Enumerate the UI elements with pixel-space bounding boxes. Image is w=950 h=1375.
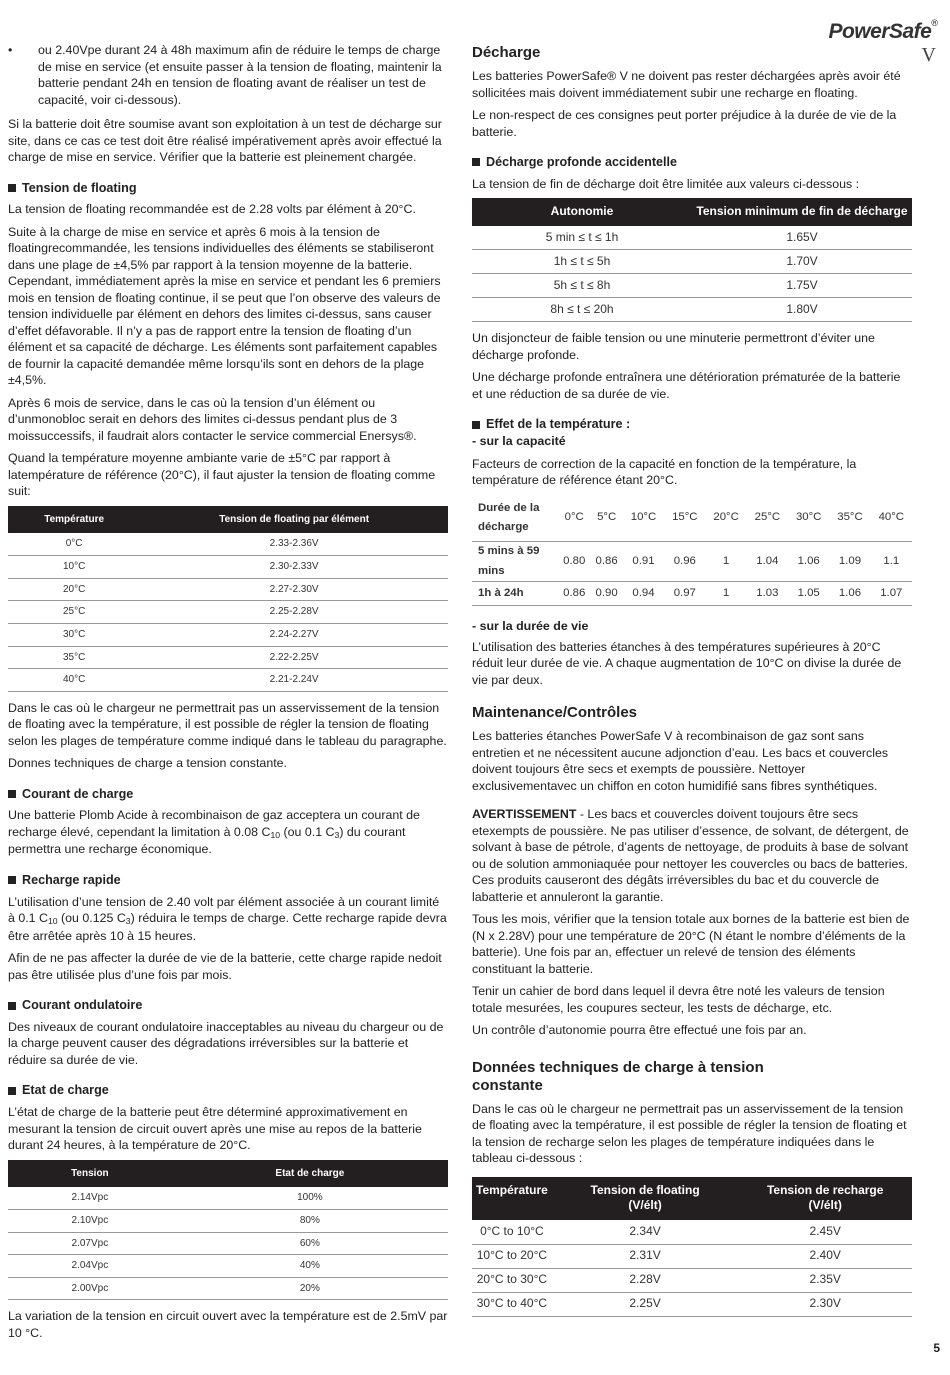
table-cell: 2.04Vpc (8, 1255, 172, 1278)
paragraph: Tous les mois, vérifier que la tension totale aux bornes de la batterie est bien de (N x 2.28V) pour une température de 20°C (N étant le nombre d’éléments de la batterie). Une fois par an, effectuer un relevé de tension des éléments constituant la batterie. (472, 912, 910, 976)
table-cell: 40°C (8, 669, 140, 692)
table-row (8, 646, 448, 669)
table-cell: 30°C (8, 623, 140, 646)
section-heading-etat: Etat de charge (8, 1082, 448, 1099)
square-bullet-icon (8, 876, 16, 884)
table-row (472, 298, 912, 322)
table-cell: 2.14Vpc (8, 1187, 172, 1210)
table-row (8, 556, 448, 579)
paragraph: Afin de ne pas affecter la durée de vie de la batterie, cette charge rapide nedoit pas être utilisée plus d’une fois par mois. (8, 951, 442, 982)
paragraph: Les batteries étanches PowerSafe V à recombinaison de gaz sont sans entretien et ne nécessitent aucune adjonction d’eau. Les bacs et couvercles doivent toujours être secs et exempts de poussière. Nettoyer exclusivementavec un chiffon en coton humidifié sans fibres synthétiques. (472, 729, 889, 793)
table-header: 40°C (871, 495, 912, 542)
table-header: 25°C (747, 495, 788, 542)
square-bullet-icon (8, 1002, 16, 1010)
page-number: 5 (933, 1341, 940, 1356)
table-header: Tension de floating par élément (140, 506, 448, 533)
section-heading-temperature: Effet de la température : (472, 416, 912, 433)
section-heading-profonde: Décharge profonde accidentelle (472, 154, 912, 171)
paragraph: Dans le cas où le chargeur ne permettrait pas un asservissement de la tension de floating avec la température, il est possible de régler la tension de floating et la tension de recharge selon les plages de température indiquées dans le tableau ci-dessous : (472, 1101, 907, 1166)
table-cell: 5h ≤ t ≤ 8h (472, 274, 692, 298)
subheading: - sur la capacité (472, 434, 566, 449)
table-header: 20°C (705, 495, 746, 542)
table-cell: 2.33-2.36V (140, 533, 448, 556)
table-cell: 2.45V (738, 1220, 912, 1244)
table-header: Etat de charge (172, 1160, 448, 1187)
table-cell: 0.86 (590, 542, 622, 582)
row-label: 5 mins à 59 mins (472, 542, 558, 582)
table-header: 30°C (788, 495, 829, 542)
table-cell: 2.25-2.28V (140, 601, 448, 624)
table-cell: 1 (705, 582, 746, 606)
table-cell: 20°C to 30°C (472, 1268, 552, 1292)
logo-text: PowerSafe (828, 20, 932, 43)
square-bullet-icon (8, 790, 16, 798)
table-cell: 2.34V (552, 1220, 739, 1244)
table-header: 10°C (623, 495, 664, 542)
table-cell: 1.06 (829, 582, 870, 606)
table-cell: 2.30-2.33V (140, 556, 448, 579)
table-row (8, 623, 448, 646)
paragraph: L’utilisation des batteries étanches à des températures supérieures à 20°C réduit leur durée de vie. A chaque augmentation de 10°C on divise la durée de vie par deux. (472, 639, 902, 687)
table-cell: 10°C to 20°C (472, 1244, 552, 1268)
table-header: Température (472, 1177, 552, 1220)
table-row (8, 578, 448, 601)
table-cell: 0°C to 10°C (472, 1220, 552, 1244)
table-header: 35°C (829, 495, 870, 542)
charge-data-table (472, 1177, 912, 1317)
paragraph: La variation de la tension en circuit ouvert avec la température est de 2.5mV par 10 °C. (8, 1309, 448, 1340)
table-row (472, 250, 912, 274)
table-cell: 40% (172, 1255, 448, 1278)
paragraph: Les batteries PowerSafe® V ne doivent pas rester déchargées après avoir été sollicitées mais doivent immédiatement subir une recharge en floating. (472, 69, 901, 100)
table-corner-label: Durée de la décharge (472, 495, 558, 542)
paragraph: Un contrôle d’autonomie pourra être effectué une fois par an. (472, 1023, 807, 1038)
table-cell: 1h ≤ t ≤ 5h (472, 250, 692, 274)
square-bullet-icon (8, 1087, 16, 1095)
paragraph: Un disjoncteur de faible tension ou une minuterie permettront d’éviter une décharge profonde. (472, 331, 875, 362)
table-header: Tension minimum de fin de décharge (692, 198, 912, 226)
table-cell: 1.1 (871, 542, 912, 582)
table-cell: 2.07Vpc (8, 1232, 172, 1255)
floating-voltage-table (8, 506, 448, 692)
row-label: 1h à 24h (472, 582, 558, 606)
table-cell: 25°C (8, 601, 140, 624)
table-cell: 100% (172, 1187, 448, 1210)
right-column (472, 44, 912, 1325)
paragraph: La tension de floating recommandée est de 2.28 volts par élément à 20°C. (8, 202, 416, 217)
table-cell: 0.86 (558, 582, 590, 606)
square-bullet-icon (8, 184, 16, 192)
paragraph: Une batterie Plomb Acide à recombinaison de gaz acceptera un courant de recharge élevé, cependant la limitation à 0.08 $C_{10}$ (ou 0.1 $C_3$) du courant permettra une recharge économique. (8, 808, 420, 857)
table-cell: 20°C (8, 578, 140, 601)
table-cell: 2.00Vpc (8, 1277, 172, 1300)
paragraph: Tenir un cahier de bord dans lequel il devra être noté les valeurs de tension totale mesurées, les coupures secteur, les tests de décharge, etc. (472, 984, 885, 1015)
subheading: - sur la durée de vie (472, 619, 589, 634)
paragraph: L’état de charge de la batterie peut être déterminé approximativement en mesurant la tension de circuit ouvert après une mise au repos de la batterie durant 24 heures, à la température de 20°C. (8, 1105, 422, 1153)
table-row (472, 1244, 912, 1268)
table-row (472, 1292, 912, 1316)
table-header-row (472, 495, 912, 542)
section-heading-ondulatoire: Courant ondulatoire (8, 997, 448, 1014)
paragraph: Après 6 mois de service, dans le cas où la tension d’un élément ou d’unmonobloc serait en dehors des limites ci-dessus pendant plus de 3 moissuccessifs, il faudrait alors contacter le service commercial Enersys®. (8, 395, 417, 443)
table-row (8, 1277, 448, 1300)
paragraph: Si la batterie doit être soumise avant son exploitation à un test de décharge sur site, dans ce cas ce test doit être réalisé impérativement après avoir effectué la charge de mise en service. Vérifier que la batterie est pleinement chargée. (8, 117, 442, 164)
table-cell: 1.70V (692, 250, 912, 274)
table-cell: 2.35V (738, 1268, 912, 1292)
table-cell: 0.94 (623, 582, 664, 606)
section-heading-courant: Courant de charge (8, 786, 448, 803)
table-cell: 2.24-2.27V (140, 623, 448, 646)
table-row (8, 601, 448, 624)
table-cell: 0.90 (590, 582, 622, 606)
table-cell: 8h ≤ t ≤ 20h (472, 298, 692, 322)
table-row (472, 1220, 912, 1244)
table-cell: 1.04 (747, 542, 788, 582)
table-row (472, 542, 912, 582)
paragraph: Suite à la charge de mise en service et après 6 mois à la tension de floatingrecommandée, les tensions individuelles des éléments se stabiliseront dans une plage de ±4,5% par rapport à la tension moyenne de la batterie. Cependant, immédiatement après la mise en service et pendant les 6 premiers mois en tension de floating continue, il se peut que l’on observe des valeurs de tension individuelle par élément en dehors des limites ci-dessus, sans causer d’effet défavorable. Il n’y a pas de rapport entre la tension de floating d’un élément et sa capacité de décharge. Les éléments sont parfaitement capables de fournir la capacité demandée même lorsqu’ils sont en dehors de la plage ±4,5%. (8, 224, 441, 388)
table-header: 0°C (558, 495, 590, 542)
bullet-text: ou 2.40Vpe durant 24 à 48h maximum afin de réduire le temps de charge de mise en service (et ensuite passer à la tension de floating, maintenir la batterie pendant 24h en tension de floating avant de réaliser un test de capacité, voir ci-dessous). (38, 43, 442, 107)
table-cell: 2.30V (738, 1292, 912, 1316)
square-bullet-icon (472, 421, 480, 429)
table-cell: 1.09 (829, 542, 870, 582)
bullet-item (8, 42, 448, 108)
paragraph: L’utilisation d’une tension de 2.40 volt par élément associée à un courant limité à 0.1 $C_{10}$ (ou 0.125 $C_3$) réduira le temps de charge. Cette recharge rapide devra être arrêtée après 10 à 15 heures. (8, 894, 447, 943)
paragraph: Donnes techniques de charge a tension constante. (8, 756, 287, 771)
table-cell: 1.05 (788, 582, 829, 606)
table-cell: 1.06 (788, 542, 829, 582)
table-cell: 2.28V (552, 1268, 739, 1292)
table-row (472, 226, 912, 250)
table-header: Tension de recharge (V/élt) (738, 1177, 912, 1220)
table-cell: 30°C to 40°C (472, 1292, 552, 1316)
table-cell: 1.03 (747, 582, 788, 606)
table-header: 15°C (664, 495, 705, 542)
table-cell: 0.91 (623, 542, 664, 582)
table-cell: 20% (172, 1277, 448, 1300)
paragraph: Une décharge profonde entraînera une détérioration prématurée de la batterie et une réduction de sa durée de vie. (472, 370, 901, 401)
table-cell: 0.97 (664, 582, 705, 606)
section-heading-recharge: Recharge rapide (8, 872, 448, 889)
table-row (8, 1232, 448, 1255)
table-row (8, 533, 448, 556)
warning-label: AVERTISSEMENT (472, 807, 577, 822)
table-header: 5°C (590, 495, 622, 542)
table-cell: 80% (172, 1210, 448, 1233)
table-row (8, 669, 448, 692)
table-row (8, 1210, 448, 1233)
state-of-charge-table (8, 1160, 448, 1301)
table-cell: 2.40V (738, 1244, 912, 1268)
table-cell: 10°C (8, 556, 140, 579)
logo-suffix: V (921, 44, 936, 66)
paragraph: Des niveaux de courant ondulatoire inacceptables au niveau du chargeur ou de la charge peuvent causer des dégradations irréversibles sur la batterie et réduire sa durée de vie. (8, 1019, 444, 1067)
table-header: Tension (8, 1160, 172, 1187)
paragraph: AVERTISSEMENT - Les bacs et couvercles doivent toujours être secs etexempts de poussière. Ne pas utiliser d’essence, de solvant, de détergent, de solvant à base de pétrole, d’agents de nettoyage, de produits à base de solvant ou de solution ammoniaquée pour nettoyer les couvercles ou bacs de batteries. Ces produits causeront des dégâts irréversibles du bac et du couvercle de labatterie et annuleront la garantie. (472, 807, 909, 904)
table-cell: 2.27-2.30V (140, 578, 448, 601)
paragraph: Quand la température moyenne ambiante varie de ±5°C par rapport à latempérature de référence (20°C), il faut ajuster la tension de floating comme suit: (8, 451, 436, 499)
table-cell: 2.31V (552, 1244, 739, 1268)
table-cell: 1.65V (692, 226, 912, 250)
paragraph: Le non-respect de ces consignes peut porter préjudice à la durée de vie de la batterie. (472, 108, 897, 139)
table-cell: 2.21-2.24V (140, 669, 448, 692)
table-cell: 2.22-2.25V (140, 646, 448, 669)
table-cell: 0°C (8, 533, 140, 556)
table-row (472, 274, 912, 298)
table-header: Température (8, 506, 140, 533)
table-cell: 5 min ≤ t ≤ 1h (472, 226, 692, 250)
section-heading-floating: Tension de floating (8, 180, 448, 197)
table-header: Tension de floating (V/élt) (552, 1177, 739, 1220)
table-row (472, 582, 912, 606)
left-column (8, 42, 448, 1347)
section-title-decharge: Décharge (472, 44, 541, 61)
bullet-dot: • (8, 43, 13, 57)
table-cell: 35°C (8, 646, 140, 669)
table-cell: 1 (705, 542, 746, 582)
table-cell: 0.80 (558, 542, 590, 582)
paragraph: La tension de fin de décharge doit être limitée aux valeurs ci-dessous : (472, 176, 860, 191)
section-title-maintenance: Maintenance/Contrôles (472, 704, 638, 722)
square-bullet-icon (472, 158, 480, 166)
end-of-discharge-table (472, 198, 912, 322)
table-row (472, 1268, 912, 1292)
table-cell: 2.25V (552, 1292, 739, 1316)
table-header: Autonomie (472, 198, 692, 226)
table-cell: 1.07 (871, 582, 912, 606)
table-cell: 1.75V (692, 274, 912, 298)
paragraph: Facteurs de correction de la capacité en fonction de la température, la température de référence étant 20°C. (472, 456, 857, 488)
paragraph: Dans le cas où le chargeur ne permettrait pas un asservissement de la tension de floating avec la température, il est possible de régler la tension de floating selon les plages de température comme indiqué dans le tableau du paragraphe. (8, 700, 447, 748)
table-cell: 60% (172, 1232, 448, 1255)
section-title-donnees: Données techniques de charge à tension constante (472, 1058, 764, 1094)
logo-mark: ® (931, 18, 938, 28)
capacity-correction-table (472, 495, 912, 607)
table-cell: 2.10Vpc (8, 1210, 172, 1233)
table-row (8, 1187, 448, 1210)
table-row (8, 1255, 448, 1278)
table-cell: 1.80V (692, 298, 912, 322)
table-cell: 0.96 (664, 542, 705, 582)
